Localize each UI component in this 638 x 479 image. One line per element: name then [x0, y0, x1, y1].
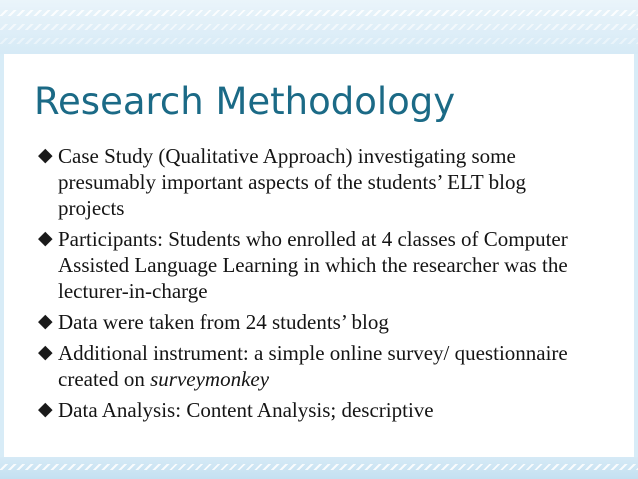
bullet-text: Case Study (Qualitative Approach) investigating some presumably important aspects of the students’ ELT blog projects	[58, 144, 526, 220]
bullet-item	[36, 226, 596, 304]
slide-title: Research Methodology	[34, 80, 456, 123]
band-stripe	[0, 464, 638, 470]
bullet-item	[36, 309, 596, 335]
bullet-item	[36, 397, 596, 423]
band-stripe	[0, 10, 638, 16]
diamond-bullet-icon: ◆	[38, 399, 53, 420]
bullet-list	[36, 143, 596, 428]
bullet-text: Data were taken from 24 students’ blog	[58, 310, 389, 334]
bullet-text: Data Analysis: Content Analysis; descriptive	[58, 398, 434, 422]
diamond-bullet-icon: ◆	[38, 228, 53, 249]
bullet-text-italic: surveymonkey	[150, 367, 270, 391]
bullet-text: Additional instrument: a simple online survey/ questionnaire created on	[58, 341, 568, 391]
diamond-bullet-icon: ◆	[38, 311, 53, 332]
left-accent-line	[0, 54, 4, 457]
diamond-bullet-icon: ◆	[38, 145, 53, 166]
band-stripe	[0, 24, 638, 30]
diamond-bullet-icon: ◆	[38, 342, 53, 363]
bullet-item	[36, 143, 596, 221]
bullet-item	[36, 340, 596, 392]
band-stripe	[0, 38, 638, 44]
top-decorative-band	[0, 0, 638, 54]
bottom-decorative-band	[0, 457, 638, 479]
right-accent-line	[634, 54, 638, 457]
bullet-text: Participants: Students who enrolled at 4 classes of Computer Assisted Language Learning in which the researcher was the lecturer-in-charge	[58, 227, 568, 303]
